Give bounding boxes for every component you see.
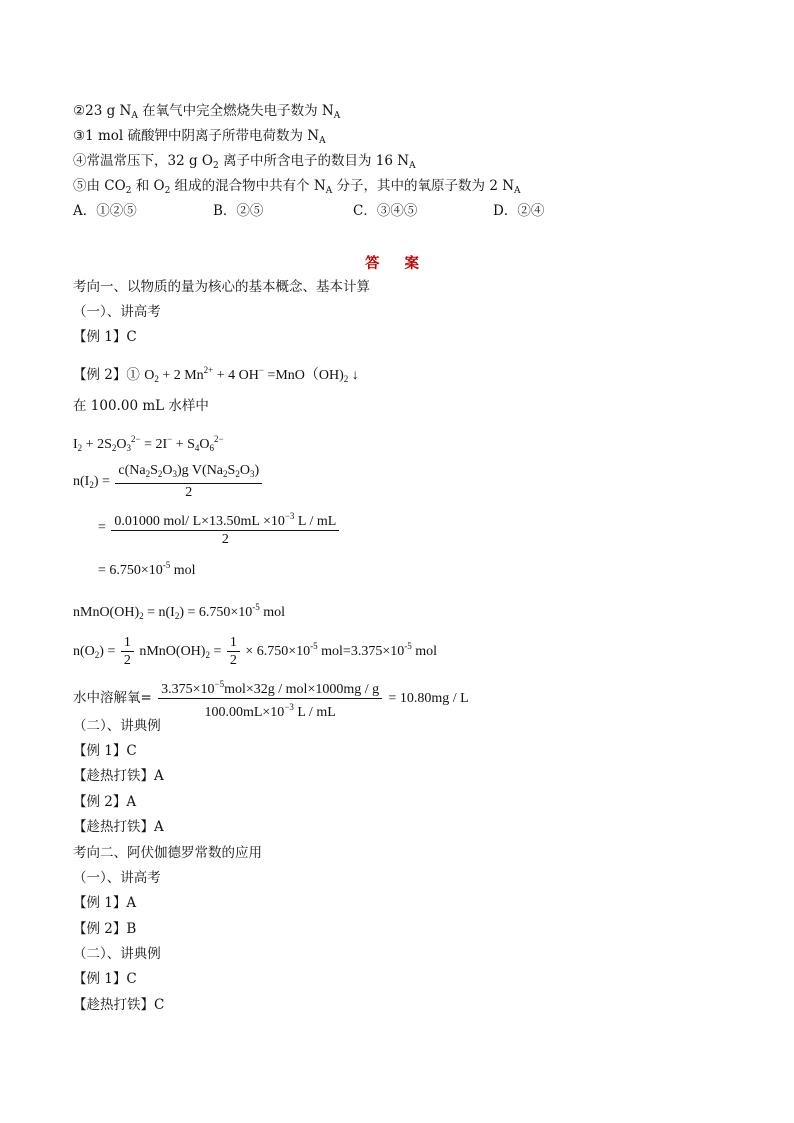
iodine-moles-result: = $6.750\times 10^{-5}$ mol — [98, 560, 196, 578]
answer-item: 【例 2】B — [73, 921, 137, 937]
fraction-denominator: 2 — [221, 532, 229, 547]
option-a: A．①②⑤ — [73, 203, 137, 219]
formula-label: 水中溶解氧= — [73, 690, 152, 706]
answer-item: 【例 1】A — [73, 895, 137, 911]
fraction-denominator: $100.00mL\times 10^{-3}$ L / mL — [204, 702, 336, 720]
example-2-equation-line — [73, 361, 359, 388]
iodine-moles-formula — [73, 462, 264, 501]
fraction — [158, 676, 382, 721]
option-c: C．③④⑤ — [353, 203, 418, 219]
fraction-denominator: 2 — [229, 653, 237, 668]
equals-sign: = — [98, 520, 106, 536]
answer-item: 【趁热打铁】A — [73, 768, 164, 784]
question-statement-3: ③1 mol 硫酸钾中阴离子所带电荷数为 $N_A$ — [73, 128, 326, 146]
option-d: D．②④ — [493, 203, 545, 219]
formula-lhs: $n(O_2)$ = — [73, 643, 116, 660]
subsection-heading: （二）、讲典例 — [73, 718, 161, 734]
formula-result: = 10.80mg / L — [388, 691, 469, 706]
example-2-label: 【例 2】① — [73, 367, 140, 383]
formula-mid: $nMnO(OH)_2$ = — [139, 643, 222, 660]
water-sample-text: 在 100.00 mL 水样中 — [73, 398, 209, 414]
formula-lhs: $n(I_2)$ = — [73, 473, 110, 490]
iodine-moles-calc — [98, 508, 341, 548]
fraction-denominator: 2 — [185, 485, 193, 500]
fraction-numerator: 0.01000 mol/ $L\times 13.50mL \times 10^{-3}$ L / mL — [111, 508, 339, 531]
fraction-numerator: $3.375\times 10^{-5}mol\times 32g / mol\times 1000mg / g$ — [158, 676, 382, 699]
answer-title: 答 案 — [364, 255, 430, 272]
answer-item: 【趁热打铁】A — [73, 819, 164, 835]
reaction-equation-1: $O_2 + 2$ $Mn^{2+} + 4$ $OH^- =MnO(OH)_2$ ↓ — [144, 365, 359, 384]
fraction-denominator: 2 — [123, 653, 131, 668]
question-statement-2: ②23 g $N_A$ 在氧气中完全燃烧失电子数为 $N_A$ — [73, 103, 341, 121]
question-statement-5: ⑤由 $CO_2$ 和 $O_2$ 组成的混合物中共有个 $N_A$ 分子，其中的氧原子数为 2 $N_A$ — [73, 178, 521, 196]
answer-item: 【例 1】C — [73, 743, 137, 759]
subsection-heading: （一）、讲高考 — [73, 304, 161, 320]
fraction-numerator: 1 — [227, 634, 240, 652]
mno-moles-formula: $nMnO(OH)_2 = n(I_2) = 6.750\times 10^{-5}$ mol — [73, 602, 286, 621]
subsection-heading: （一）、讲高考 — [73, 870, 161, 886]
answer-item: 【例 1】C — [73, 329, 137, 345]
answer-item: 【趁热打铁】C — [73, 997, 165, 1013]
answer-item: 【例 1】C — [73, 971, 137, 987]
section-1-title: 考向一、以物质的量为核心的基本概念、基本计算 — [73, 279, 370, 295]
reaction-equation-2: $I_2 + 2S_2O_3^{2-} = 2I^- + S_4O_6^{2-}$ — [73, 434, 224, 453]
fraction — [111, 508, 339, 548]
fraction — [115, 462, 262, 501]
section-2-title: 考向二、阿伏伽德罗常数的应用 — [73, 845, 262, 861]
option-b: B．②⑤ — [213, 203, 264, 219]
fraction-numerator: $c(Na_2S_2O_3)g$ $V(Na_2S_2O_3)$ — [115, 462, 262, 484]
dissolved-oxygen-formula — [73, 676, 469, 721]
fraction — [227, 634, 240, 669]
fraction-numerator: 1 — [121, 634, 134, 652]
subsection-heading: （二）、讲典例 — [73, 946, 161, 962]
oxygen-moles-formula — [73, 634, 437, 669]
formula-tail: × $6.750\times 10^{-5}$ $mol=3.375\times 10^{-5}$ mol — [245, 640, 438, 659]
answer-item: 【例 2】A — [73, 794, 137, 810]
fraction — [121, 634, 134, 669]
question-statement-4: ④常温常压下，32 g $O_2$ 离子中所含电子的数目为 16 $N_A$ — [73, 153, 416, 171]
answer-options — [73, 202, 544, 220]
